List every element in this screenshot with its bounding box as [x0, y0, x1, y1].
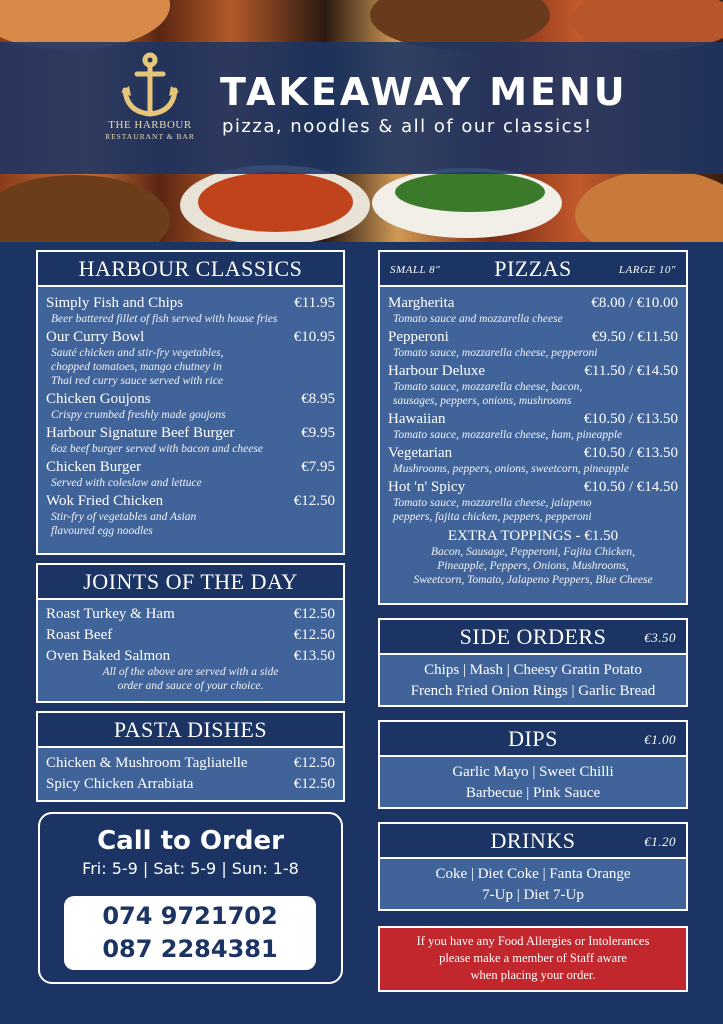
pizzas-section	[378, 250, 688, 605]
food-photo	[198, 172, 353, 232]
item-name: Pepperoni	[388, 329, 449, 345]
opening-hours: Fri: 5-9 | Sat: 5-9 | Sun: 1-8	[82, 859, 299, 878]
pizza-item	[388, 295, 678, 326]
side-order-list: Chips | Mash | Cheesy Gratin Potato	[424, 662, 642, 678]
item-price: €12.50	[293, 755, 335, 771]
section-price: €1.00	[644, 732, 676, 747]
page-title: TAKEAWAY MENU	[220, 70, 628, 114]
food-photo	[0, 175, 170, 242]
section-title: PASTA DISHES	[38, 713, 343, 748]
item-price: €11.95	[294, 295, 335, 311]
food-photo	[395, 172, 545, 212]
extra-toppings-title: EXTRA TOPPINGS - €1.50	[447, 528, 619, 544]
dips-section	[378, 720, 688, 809]
pizza-item	[388, 411, 678, 442]
item-price: €7.95	[301, 459, 335, 475]
drinks-list: 7-Up | Diet 7-Up	[482, 887, 584, 903]
section-header	[380, 252, 686, 287]
item-name: Harbour Signature Beef Burger	[46, 425, 235, 441]
allergy-text: If you have any Food Allergies or Intolerances	[416, 934, 650, 948]
menu-item	[46, 755, 335, 772]
item-description: sausages, peppers, onions, mushrooms	[393, 395, 572, 407]
phone-number[interactable]: 087 2284381	[102, 935, 278, 963]
item-description: Beer battered fillet of fish served with house fries	[51, 313, 278, 325]
small-size-label: SMALL 8"	[390, 264, 441, 276]
item-name: Vegetarian	[388, 445, 453, 461]
logo	[98, 52, 202, 160]
section-note: All of the above are served with a side	[102, 666, 279, 678]
item-description: Tomato sauce, mozzarella cheese, ham, pineapple	[393, 429, 623, 441]
menu-item	[46, 776, 335, 793]
allergy-text: please make a member of Staff aware	[439, 951, 627, 965]
section-price: €1.20	[644, 834, 676, 849]
logo-name: THE HARBOUR	[108, 119, 192, 131]
section-header	[380, 722, 686, 757]
page-subtitle: pizza, noodles & all of our classics!	[222, 116, 593, 137]
item-price: €12.50	[293, 493, 335, 509]
drinks-list: Coke | Diet Coke | Fanta Orange	[435, 866, 631, 882]
extra-toppings-list: Pineapple, Peppers, Onions, Mushrooms,	[437, 560, 629, 572]
large-size-label: LARGE 10"	[618, 264, 676, 276]
item-price: €11.50 / €14.50	[584, 363, 678, 379]
logo-tagline: RESTAURANT & BAR	[105, 132, 195, 141]
menu-item	[46, 493, 335, 538]
item-name: Roast Beef	[46, 627, 113, 643]
food-photo	[575, 170, 723, 242]
harbour-classics-section	[36, 250, 345, 555]
menu-item	[46, 459, 335, 490]
item-description: Crispy crumbed freshly made goujons	[51, 409, 226, 421]
item-description: Stir-fry of vegetables and Asian	[51, 511, 197, 523]
pizza-item	[388, 363, 678, 408]
section-title: PIZZAS	[494, 256, 572, 281]
joints-of-the-day-section	[36, 563, 345, 703]
item-price: €10.50 / €13.50	[583, 411, 678, 427]
item-price: €12.50	[293, 606, 335, 622]
item-description: 6oz beef burger served with bacon and cheese	[51, 443, 263, 455]
header-banner	[0, 0, 723, 242]
anchor-icon	[119, 52, 181, 120]
item-price: €12.50	[293, 627, 335, 643]
menu-item	[46, 606, 335, 623]
item-price: €9.50 / €11.50	[591, 329, 678, 345]
item-price: €13.50	[293, 648, 335, 664]
item-name: Chicken & Mushroom Tagliatelle	[46, 755, 248, 771]
menu-item	[46, 329, 335, 388]
pizza-item	[388, 445, 678, 476]
item-description: peppers, fajita chicken, peppers, pepperoni	[393, 511, 592, 523]
item-name: Spicy Chicken Arrabiata	[46, 776, 194, 792]
item-description: Tomato sauce, mozzarella cheese, bacon,	[393, 381, 583, 393]
pizza-item	[388, 479, 678, 524]
item-name: Oven Baked Salmon	[46, 648, 171, 664]
extra-toppings-list: Sweetcorn, Tomato, Jalapeno Peppers, Blue Cheese	[413, 574, 653, 586]
item-description: flavoured egg noodles	[51, 525, 153, 537]
item-price: €8.00 / €10.00	[591, 295, 678, 311]
dips-list: Barbecue | Pink Sauce	[465, 785, 601, 801]
section-price: €3.50	[644, 630, 676, 645]
item-price: €10.50 / €14.50	[583, 479, 678, 495]
item-name: Chicken Goujons	[46, 391, 151, 407]
item-price: €12.50	[293, 776, 335, 792]
item-name: Margherita	[388, 295, 455, 311]
item-price: €9.95	[301, 425, 335, 441]
item-name: Chicken Burger	[46, 459, 142, 475]
drinks-section	[378, 822, 688, 911]
item-name: Hawaiian	[388, 411, 446, 427]
menu-item	[46, 391, 335, 422]
side-order-list: French Fried Onion Rings | Garlic Bread	[410, 683, 656, 699]
item-name: Our Curry Bowl	[46, 329, 145, 345]
section-title: DRINKS	[490, 828, 576, 853]
section-title: DIPS	[508, 726, 558, 751]
item-name: Simply Fish and Chips	[46, 295, 184, 311]
dips-list: Garlic Mayo | Sweet Chilli	[452, 764, 614, 780]
menu-item	[46, 627, 335, 644]
menu-item	[46, 295, 335, 326]
section-title: JOINTS OF THE DAY	[38, 565, 343, 600]
section-note: order and sauce of your choice.	[117, 680, 264, 692]
call-to-order-box	[38, 812, 343, 984]
extra-toppings-list: Bacon, Sausage, Pepperoni, Fajita Chicken,	[431, 546, 635, 558]
item-description: Sauté chicken and stir-fry vegetables,	[51, 347, 224, 359]
phone-number[interactable]: 074 9721702	[102, 902, 278, 930]
item-description: Tomato sauce and mozzarella cheese	[393, 313, 563, 325]
item-name: Roast Turkey & Ham	[46, 606, 175, 622]
section-header	[380, 620, 686, 655]
item-description: Tomato sauce, mozzarella cheese, pepperoni	[393, 347, 598, 359]
menu-item	[46, 648, 335, 665]
item-description: chopped tomatoes, mango chutney in	[51, 361, 222, 373]
item-name: Wok Fried Chicken	[46, 493, 164, 509]
section-title: SIDE ORDERS	[459, 624, 607, 649]
item-price: €8.95	[301, 391, 335, 407]
item-description: Served with coleslaw and lettuce	[51, 477, 202, 489]
item-description: Thai red curry sauce served with rice	[51, 375, 224, 387]
pasta-dishes-section	[36, 711, 345, 802]
item-price: €10.95	[293, 329, 335, 345]
allergy-notice	[378, 926, 688, 992]
side-orders-section	[378, 618, 688, 707]
item-price: €10.50 / €13.50	[583, 445, 678, 461]
pizza-item	[388, 329, 678, 360]
menu-item	[46, 425, 335, 456]
item-description: Tomato sauce, mozzarella cheese, jalapeno	[393, 497, 592, 509]
section-header	[380, 824, 686, 859]
allergy-text: when placing your order.	[470, 968, 596, 982]
item-description: Mushrooms, peppers, onions, sweetcorn, pineapple	[393, 463, 629, 475]
order-title: Call to Order	[97, 826, 284, 856]
section-title: HARBOUR CLASSICS	[38, 252, 343, 287]
phone-box	[64, 896, 316, 970]
item-name: Hot 'n' Spicy	[388, 479, 466, 495]
item-name: Harbour Deluxe	[388, 363, 486, 379]
